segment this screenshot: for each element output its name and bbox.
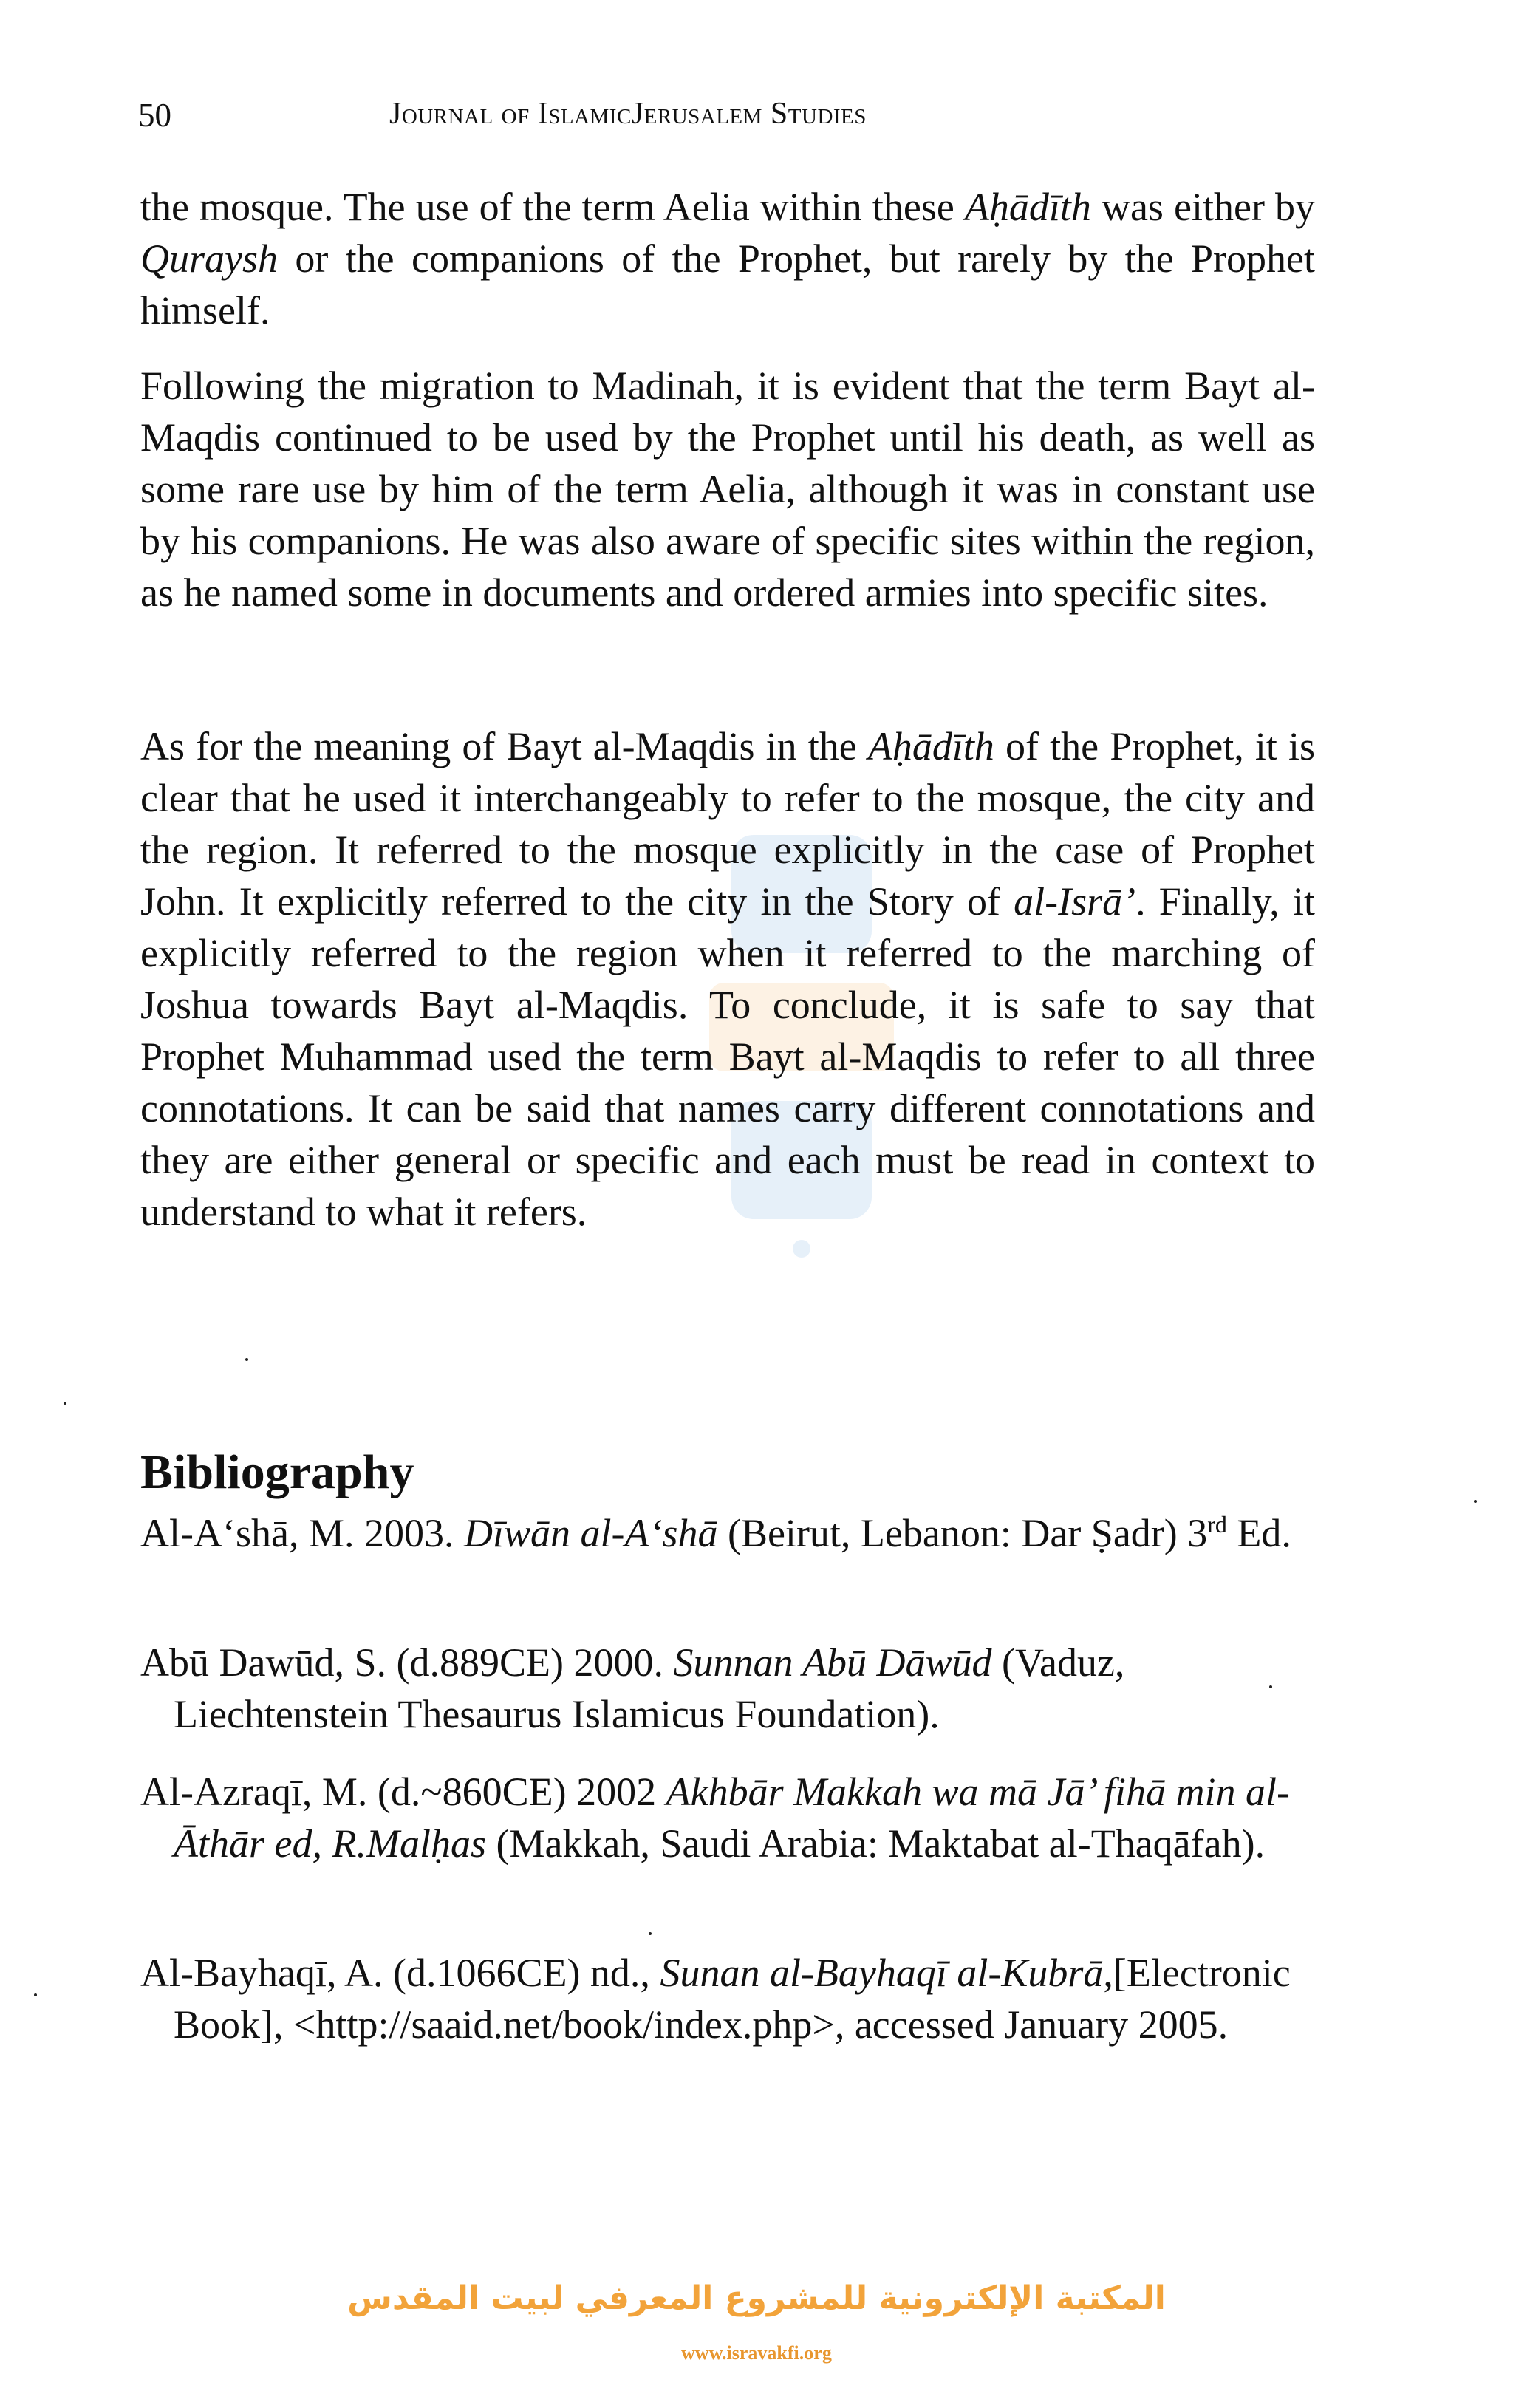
- paragraph-3-italic-ahadith: Aḥādīth: [867, 724, 994, 768]
- paragraph-1-italic-quraysh: Quraysh: [140, 236, 278, 281]
- running-head: Journal of IslamicJerusalem Studies: [389, 97, 867, 131]
- bib-3-title: Akhbār Makkah wa mā Jā’ fihā min al-Āthār ed, R.Malḥas: [174, 1770, 1290, 1866]
- bib-4-text-b: ,[Electronic Book], <http://saaid.net/book/index.php>, accessed January 2005.: [174, 1951, 1291, 2047]
- bib-2-text-b: (Vaduz, Liechtenstein Thesaurus Islamicus Foundation).: [174, 1640, 1125, 1736]
- paragraph-3-italic-al-isra: al-Isrā’: [1014, 879, 1136, 924]
- footer-website-url[interactable]: www.isravakfi.org: [681, 2342, 832, 2364]
- scan-speck: [649, 1932, 652, 1935]
- paragraph-1-text-a: the mosque. The use of the term Aelia within these: [140, 185, 965, 229]
- paragraph-1-text-c: or the companions of the Prophet, but rarely by the Prophet himself.: [140, 236, 1315, 332]
- page-number: 50: [138, 97, 171, 134]
- paragraph-3-text-a: As for the meaning of Bayt al-Maqdis in the: [140, 724, 868, 768]
- scan-speck: [64, 1402, 66, 1405]
- bibliography-entry-1: [140, 1507, 1348, 1559]
- bibliography-entry-4: [140, 1947, 1348, 2050]
- bib-2-title: Sunnan Abū Dāwūd: [673, 1640, 992, 1685]
- scan-speck: [245, 1358, 248, 1361]
- bib-1-text-c: Ed.: [1226, 1511, 1291, 1555]
- bib-1-text-a: Al-A‘shā, M. 2003.: [140, 1511, 464, 1555]
- paragraph-2: Following the migration to Madinah, it is evident that the term Bayt al-Maqdis continued to be used by the Prophet until his death, as well as some rare use by him of the term Aelia, although it was in constant use by his companions. He was also aware of specific sites within the region, as he named some in documents and ordered armies into specific sites.: [140, 364, 1315, 615]
- paragraph-3: [140, 720, 1315, 1238]
- scan-speck: [1474, 1500, 1477, 1503]
- bib-1-text-b: (Beirut, Lebanon: Dar Ṣadr) 3: [717, 1511, 1208, 1555]
- page-header: [138, 96, 1328, 140]
- bibliography-entry-2: [140, 1637, 1348, 1740]
- footer-arabic-library-name: المكتبة الإلكترونية للمشروع المعرفي لبيت المقدس: [347, 2279, 1166, 2317]
- bib-3-text-b: (Makkah, Saudi Arabia: Maktabat al-Thaqāfah).: [485, 1821, 1266, 1866]
- scan-speck: [1269, 1685, 1272, 1688]
- bib-4-text-a: Al-Bayhaqī, A. (d.1066CE) nd.,: [140, 1951, 660, 1995]
- bib-4-title: Sunan al-Bayhaqī al-Kubrā: [660, 1951, 1104, 1995]
- bib-3-text-a: Al-Azraqī, M. (d.~860CE) 2002: [140, 1770, 666, 1814]
- bib-1-title: Dīwān al-A‘shā: [463, 1511, 718, 1555]
- scan-speck: [34, 1993, 37, 1996]
- bib-2-text-a: Abū Dawūd, S. (d.889CE) 2000.: [140, 1640, 674, 1685]
- bibliography-heading: Bibliography: [140, 1445, 414, 1499]
- bib-1-superscript: rd: [1207, 1511, 1227, 1538]
- paragraph-1: [140, 181, 1315, 336]
- paragraph-3-text-c: . Finally, it explicitly referred to the region when it referred to the marching of Joshua towards Bayt al-Maqdis. To conclude, it is safe to say that Prophet Muhammad used the term Bayt al-Maqdis to refer to all three connotations. It can be said that names carry different connotations and they are either general or specific and each must be read in context to understand to what it refers.: [140, 879, 1315, 1234]
- paragraph-1-italic-ahadith: Aḥādīth: [964, 185, 1091, 229]
- paragraph-3-text-b: of the Prophet, it is clear that he used it interchangeably to refer to the mosque, the city and the region. It referred to the mosque explicitly in the case of Prophet John. It explicitly referred to the city in the Story of: [140, 724, 1315, 924]
- bibliography-entry-3: [140, 1766, 1348, 1869]
- paragraph-1-text-b: was either by: [1090, 185, 1316, 229]
